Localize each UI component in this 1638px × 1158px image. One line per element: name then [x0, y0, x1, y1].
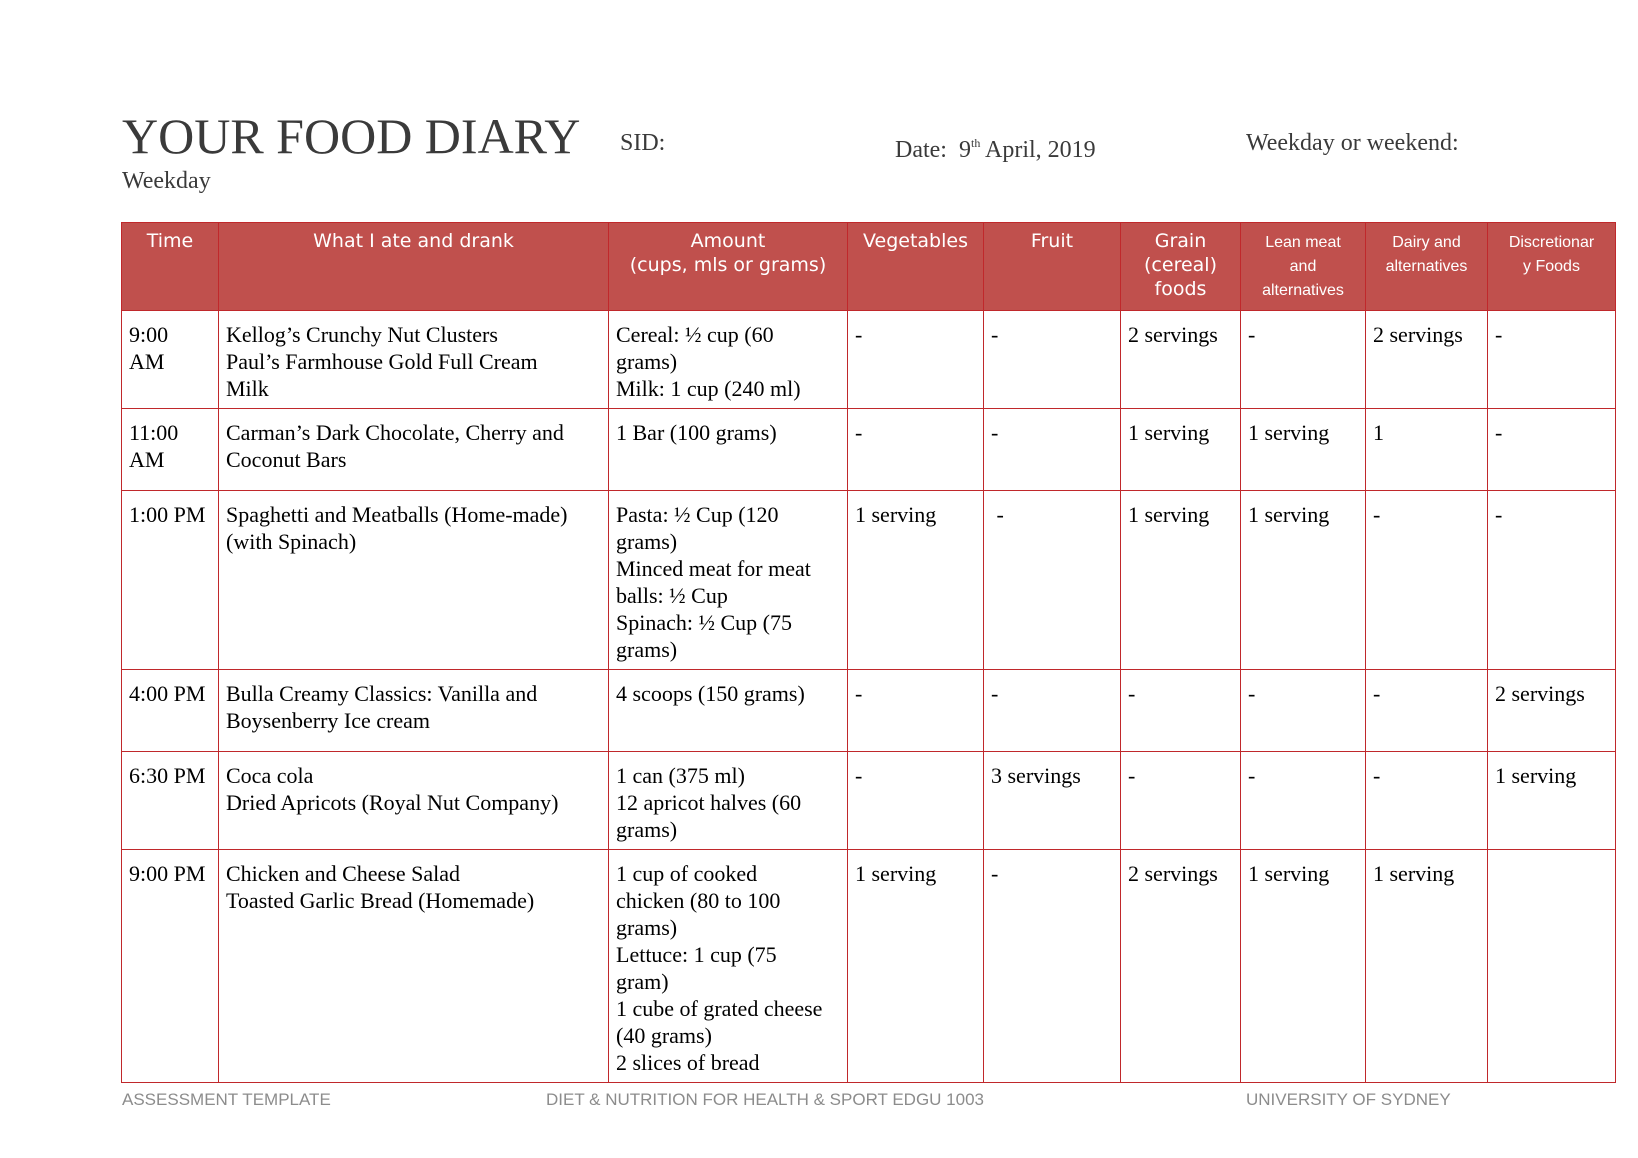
cell-fruit: 3 servings — [984, 752, 1121, 850]
amount-line: 12 apricot halves (60 — [616, 790, 802, 815]
header-lean-line: and — [1289, 258, 1317, 275]
amount-line: 1 cube of grated cheese — [616, 996, 823, 1021]
header-grain-line: Grain — [1154, 230, 1207, 252]
amount-line: 1 cup of cooked — [616, 861, 758, 886]
cell-discretionary: - — [1488, 409, 1616, 491]
food-line: Dried Apricots (Royal Nut Company) — [226, 790, 559, 815]
date-rest: April, 2019 — [985, 137, 1096, 163]
cell-amount — [609, 409, 848, 491]
cell-fruit: - — [984, 311, 1121, 409]
amount-line: 1 Bar (100 grams) — [616, 420, 777, 445]
food-line: Spaghetti and Meatballs (Home-made) — [226, 502, 568, 527]
amount-line: chicken (80 to 100 — [616, 888, 781, 913]
amount-line: 2 slices of bread — [616, 1050, 760, 1075]
cell-dairy: - — [1366, 491, 1488, 670]
cell-food — [219, 850, 609, 1083]
cell-dairy: 2 servings — [1366, 311, 1488, 409]
amount-line: grams) — [616, 817, 678, 842]
table-row — [122, 752, 1616, 850]
cell-grain: 2 servings — [1121, 850, 1241, 1083]
food-line: (with Spinach) — [226, 529, 357, 554]
cell-dairy: - — [1366, 752, 1488, 850]
cell-grain: 1 serving — [1121, 491, 1241, 670]
cell-time — [122, 850, 219, 1083]
header-fruit: Fruit — [984, 223, 1121, 311]
date-day: 9 — [958, 137, 971, 163]
header-amount-line: Amount — [690, 230, 766, 252]
date-field — [895, 128, 1096, 165]
header-dairy — [1366, 223, 1488, 311]
cell-dairy: 1 serving — [1366, 850, 1488, 1083]
footer-left: ASSESSMENT TEMPLATE — [122, 1090, 331, 1109]
header-lean-line: alternatives — [1262, 282, 1344, 299]
cell-vegetables: 1 serving — [848, 850, 984, 1083]
header-grain-line: (cereal) — [1144, 254, 1217, 276]
header-grain — [1121, 223, 1241, 311]
cell-vegetables: 1 serving — [848, 491, 984, 670]
time-line: 11:00 — [129, 420, 179, 445]
amount-line: 4 scoops (150 grams) — [616, 681, 805, 706]
header-dairy-line: alternatives — [1385, 258, 1468, 275]
food-line: Kellog’s Crunchy Nut Clusters — [226, 322, 498, 347]
food-line: Milk — [226, 376, 269, 401]
cell-amount — [609, 491, 848, 670]
cell-vegetables: - — [848, 752, 984, 850]
cell-discretionary: 1 serving — [1488, 752, 1616, 850]
header-time: Time — [122, 223, 219, 311]
cell-time — [122, 752, 219, 850]
table-row — [122, 850, 1616, 1083]
header-dairy-line: Dairy and — [1392, 234, 1461, 251]
food-diary-table — [121, 222, 1616, 1083]
food-line: Chicken and Cheese Salad — [226, 861, 460, 886]
header-disc-line: y Foods — [1523, 258, 1580, 275]
header-line — [122, 108, 1542, 168]
cell-dairy: - — [1366, 670, 1488, 752]
amount-line: Lettuce: 1 cup (75 — [616, 942, 777, 967]
cell-fruit: - — [984, 491, 1121, 670]
cell-lean-meat: - — [1241, 311, 1366, 409]
cell-dairy: 1 — [1366, 409, 1488, 491]
amount-line: (40 grams) — [616, 1023, 712, 1048]
footer-middle: DIET & NUTRITION FOR HEALTH & SPORT EDGU 1003 — [546, 1090, 984, 1109]
page-header — [122, 108, 1542, 194]
table-row — [122, 491, 1616, 670]
amount-line: Minced meat for meat — [616, 556, 811, 581]
table-row — [122, 409, 1616, 491]
cell-grain: - — [1121, 670, 1241, 752]
cell-vegetables: - — [848, 670, 984, 752]
cell-discretionary: - — [1488, 491, 1616, 670]
cell-time — [122, 491, 219, 670]
amount-line: balls: ½ Cup — [616, 583, 728, 608]
time-line: AM — [129, 447, 165, 472]
food-line: Carman’s Dark Chocolate, Cherry and — [226, 420, 564, 445]
cell-discretionary: - — [1488, 311, 1616, 409]
cell-fruit: - — [984, 670, 1121, 752]
food-line: Coca cola — [226, 763, 314, 788]
weekday-label: Weekday or weekend: — [1246, 130, 1459, 156]
cell-time — [122, 670, 219, 752]
cell-time — [122, 409, 219, 491]
food-line: Coconut Bars — [226, 447, 347, 472]
cell-vegetables: - — [848, 409, 984, 491]
amount-line: Milk: 1 cup (240 ml) — [616, 376, 801, 401]
header-grain-line: foods — [1154, 278, 1207, 300]
cell-grain: 2 servings — [1121, 311, 1241, 409]
cell-amount — [609, 311, 848, 409]
header-discretionary — [1488, 223, 1616, 311]
table-row — [122, 670, 1616, 752]
cell-lean-meat: 1 serving — [1241, 850, 1366, 1083]
cell-amount — [609, 670, 848, 752]
amount-line: gram) — [616, 969, 669, 994]
date-label: Date: — [895, 137, 947, 163]
cell-discretionary: 2 servings — [1488, 670, 1616, 752]
time-line: AM — [129, 349, 165, 374]
food-line: Toasted Garlic Bread (Homemade) — [226, 888, 535, 913]
amount-line: Cereal: ½ cup (60 — [616, 322, 774, 347]
cell-food — [219, 409, 609, 491]
cell-lean-meat: 1 serving — [1241, 409, 1366, 491]
page-title: YOUR FOOD DIARY — [122, 108, 581, 164]
amount-line: grams) — [616, 915, 678, 940]
amount-line: grams) — [616, 529, 678, 554]
cell-fruit: - — [984, 409, 1121, 491]
time-line: 9:00 — [129, 322, 169, 347]
amount-line: Pasta: ½ Cup (120 — [616, 502, 779, 527]
date-suffix: th — [970, 136, 981, 150]
amount-line: 1 can (375 ml) — [616, 763, 745, 788]
footer-right: UNIVERSITY OF SYDNEY — [1246, 1090, 1451, 1109]
header-lean-line: Lean meat — [1265, 234, 1341, 251]
weekday-value: Weekday — [122, 168, 211, 194]
cell-lean-meat: - — [1241, 670, 1366, 752]
time-line: 9:00 PM — [129, 861, 206, 886]
cell-time — [122, 311, 219, 409]
header-vegetables: Vegetables — [848, 223, 984, 311]
header-lean-meat — [1241, 223, 1366, 311]
header-amount — [609, 223, 848, 311]
cell-food — [219, 311, 609, 409]
header-amount-line: (cups, mls or grams) — [629, 254, 827, 276]
cell-lean-meat: 1 serving — [1241, 491, 1366, 670]
cell-grain: 1 serving — [1121, 409, 1241, 491]
amount-line: grams) — [616, 637, 678, 662]
cell-grain: - — [1121, 752, 1241, 850]
cell-amount — [609, 752, 848, 850]
table-row — [122, 311, 1616, 409]
sid-label: SID: — [620, 130, 666, 156]
cell-food — [219, 670, 609, 752]
header-food: What I ate and drank — [219, 223, 609, 311]
cell-discretionary — [1488, 850, 1616, 1083]
time-line: 6:30 PM — [129, 763, 206, 788]
cell-fruit: - — [984, 850, 1121, 1083]
cell-food — [219, 752, 609, 850]
amount-line: grams) — [616, 349, 678, 374]
time-line: 4:00 PM — [129, 681, 206, 706]
food-line: Boysenberry Ice cream — [226, 708, 431, 733]
table-header-row — [122, 223, 1616, 311]
amount-line: Spinach: ½ Cup (75 — [616, 610, 792, 635]
food-line: Bulla Creamy Classics: Vanilla and — [226, 681, 538, 706]
cell-food — [219, 491, 609, 670]
time-line: 1:00 PM — [129, 502, 206, 527]
header-disc-line: Discretionar — [1508, 234, 1595, 251]
cell-vegetables: - — [848, 311, 984, 409]
food-line: Paul’s Farmhouse Gold Full Cream — [226, 349, 538, 374]
cell-amount — [609, 850, 848, 1083]
cell-lean-meat: - — [1241, 752, 1366, 850]
